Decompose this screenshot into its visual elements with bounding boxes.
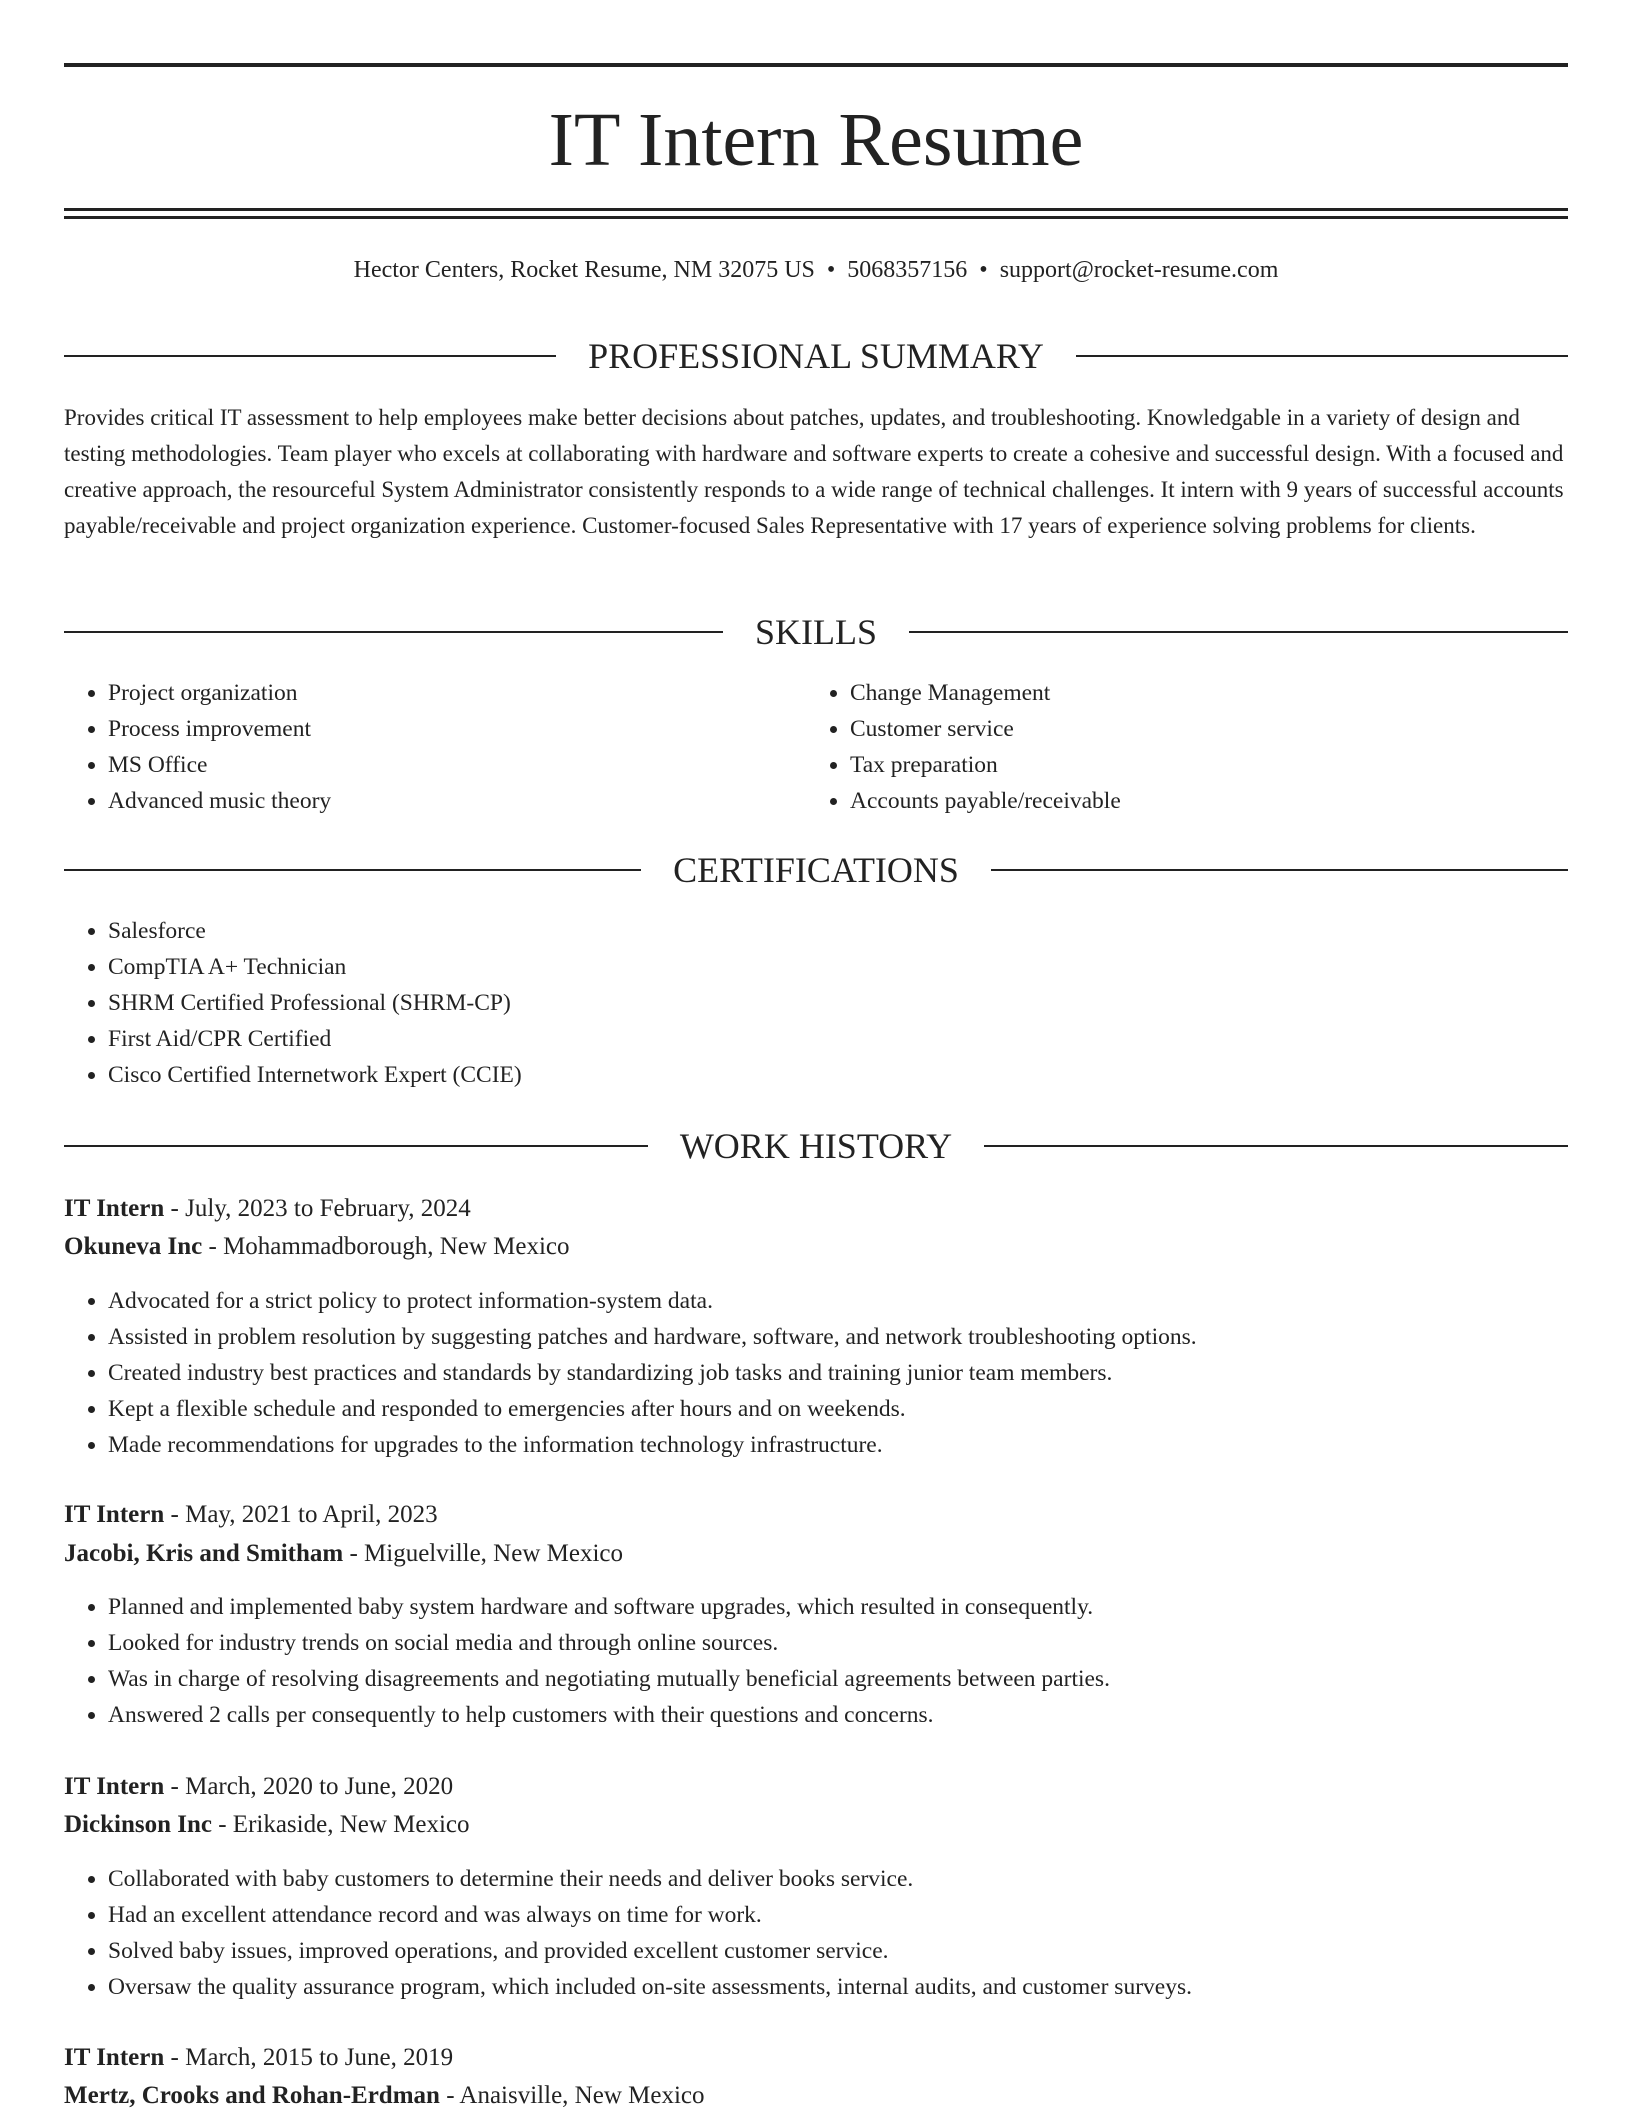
section-rule-left — [64, 1145, 648, 1147]
job-bullet: • Planned and implemented baby system hardware and software upgrades, which resulted in consequently. — [108, 1589, 1588, 1625]
job-bullet: • Answered 2 calls per consequently to help customers with their questions and concerns. — [108, 1697, 1588, 1733]
job-bullets — [64, 1861, 1588, 2005]
skills-list-right — [806, 675, 1550, 819]
job-company-line — [64, 2078, 705, 2114]
job-location: Erikaside, New Mexico — [232, 1811, 470, 1838]
header-top-rule — [64, 63, 1568, 67]
job-bullet: • Had an excellent attendance record and was always on time for work. — [108, 1897, 1588, 1933]
job-title: IT Intern — [64, 1773, 165, 1800]
contact-info — [64, 254, 1568, 286]
job-dates: July, 2023 to February, 2024 — [185, 1195, 471, 1222]
job-location: Miguelville, New Mexico — [364, 1540, 624, 1567]
job-dates: May, 2021 to April, 2023 — [185, 1501, 438, 1528]
job-bullet: • Was in charge of resolving disagreements and negotiating mutually beneficial agreements between parties. — [108, 1661, 1588, 1697]
contact-address: Hector Centers, Rocket Resume, NM 32075 US — [353, 257, 815, 283]
job-title-line — [64, 1191, 471, 1227]
certification-item: • SHRM Certified Professional (SHRM-CP) — [108, 985, 1508, 1021]
job-bullet: • Created industry best practices and standards by standardizing job tasks and training junior team members. — [108, 1355, 1588, 1391]
skills-section-header — [64, 610, 1568, 654]
contact-separator: • — [979, 257, 988, 283]
certification-item: • First Aid/CPR Certified — [108, 1021, 1508, 1057]
certification-item: • Salesforce — [108, 913, 1508, 949]
page-title: IT Intern Resume — [548, 98, 1084, 182]
skill-item: • Customer service — [850, 711, 1550, 747]
job-bullet: • Made recommendations for upgrades to the information technology infrastructure. — [108, 1427, 1588, 1463]
job-location: Mohammadborough, New Mexico — [223, 1233, 570, 1260]
job-bullet: • Collaborated with baby customers to determine their needs and deliver books service. — [108, 1861, 1588, 1897]
job-separator: - — [439, 2082, 460, 2109]
job-separator: - — [343, 1540, 365, 1567]
certifications-heading: CERTIFICATIONS — [673, 850, 959, 890]
skill-item: • Process improvement — [108, 711, 808, 747]
job-bullets — [64, 1589, 1588, 1733]
certifications-section-header — [64, 848, 1568, 892]
contact-separator: • — [826, 257, 836, 283]
job-dates: March, 2015 to June, 2019 — [185, 2044, 454, 2071]
section-rule-left — [64, 869, 641, 871]
job-title: IT Intern — [64, 1195, 165, 1222]
section-rule-left — [64, 631, 723, 633]
job-separator: - — [164, 1195, 186, 1222]
header-double-rule-lower — [64, 216, 1568, 219]
skill-item: • Accounts payable/receivable — [850, 783, 1550, 819]
job-company: Dickinson Inc — [64, 1811, 212, 1838]
skills-heading: SKILLS — [755, 612, 878, 652]
job-company-line — [64, 1229, 570, 1265]
skill-item: • Project organization — [108, 675, 808, 711]
job-separator: - — [164, 2044, 186, 2071]
job-bullet: • Looked for industry trends on social media and through online sources. — [108, 1625, 1588, 1661]
section-rule-left — [64, 355, 556, 357]
skill-item: • Tax preparation — [850, 747, 1550, 783]
work-history-section-header — [64, 1124, 1568, 1168]
certifications-list — [64, 913, 1508, 1093]
job-title: IT Intern — [64, 1501, 165, 1528]
job-separator: - — [211, 1811, 233, 1838]
skill-item: • Change Management — [850, 675, 1550, 711]
job-bullet: • Advocated for a strict policy to protect information-system data. — [108, 1283, 1588, 1319]
certification-item: • Cisco Certified Internetwork Expert (CCIE) — [108, 1057, 1508, 1093]
skill-item: • MS Office — [108, 747, 808, 783]
skills-list-left — [64, 675, 808, 819]
job-location: Anaisville, New Mexico — [459, 2082, 705, 2109]
job-title-line — [64, 1497, 438, 1533]
section-rule-right — [984, 1145, 1568, 1147]
job-company-line — [64, 1536, 623, 1572]
section-rule-right — [1076, 355, 1568, 357]
job-separator: - — [202, 1233, 224, 1260]
job-separator: - — [164, 1501, 186, 1528]
job-company: Okuneva Inc — [64, 1233, 203, 1260]
summary-section-header — [64, 334, 1568, 378]
job-bullet: • Oversaw the quality assurance program, which included on-site assessments, internal audits, and customer surveys. — [108, 1969, 1588, 2005]
summary-text: Provides critical IT assessment to help employees make better decisions about patches, updates, and troubleshooting. Knowledgable in a variety of design and testing methodologies. Team player who excels at collaborating with hardware and software experts to create a cohesive and successful design. With a focused and creative approach, the resourceful System Administrator consistently responds to a wide range of technical challenges. It intern with 9 years of successful accounts payable/receivable and project organization experience. Customer-focused Sales Representative with 17 years of experience solving problems for clients. — [64, 405, 1564, 538]
summary-heading: PROFESSIONAL SUMMARY — [588, 336, 1044, 376]
job-bullet: • Solved baby issues, improved operations, and provided excellent customer service. — [108, 1933, 1588, 1969]
job-bullet: • Assisted in problem resolution by suggesting patches and hardware, software, and network troubleshooting options. — [108, 1319, 1588, 1355]
contact-phone: 5068357156 — [847, 257, 968, 283]
job-separator: - — [164, 1773, 186, 1800]
certification-item: • CompTIA A+ Technician — [108, 949, 1508, 985]
job-company: Jacobi, Kris and Smitham — [64, 1540, 344, 1567]
job-bullets — [64, 1283, 1588, 1463]
contact-email: support@rocket-resume.com — [999, 257, 1279, 283]
job-company: Mertz, Crooks and Rohan-Erdman — [64, 2082, 440, 2109]
job-title-line — [64, 2040, 453, 2076]
section-rule-right — [909, 631, 1568, 633]
job-title-line — [64, 1769, 453, 1805]
skill-item: • Advanced music theory — [108, 783, 808, 819]
job-company-line — [64, 1807, 470, 1843]
job-bullet: • Kept a flexible schedule and responded to emergencies after hours and on weekends. — [108, 1391, 1588, 1427]
header-double-rule-upper — [64, 208, 1568, 211]
section-rule-right — [991, 869, 1568, 871]
job-title: IT Intern — [64, 2044, 165, 2071]
work-history-heading: WORK HISTORY — [679, 1126, 953, 1166]
job-dates: March, 2020 to June, 2020 — [185, 1773, 454, 1800]
